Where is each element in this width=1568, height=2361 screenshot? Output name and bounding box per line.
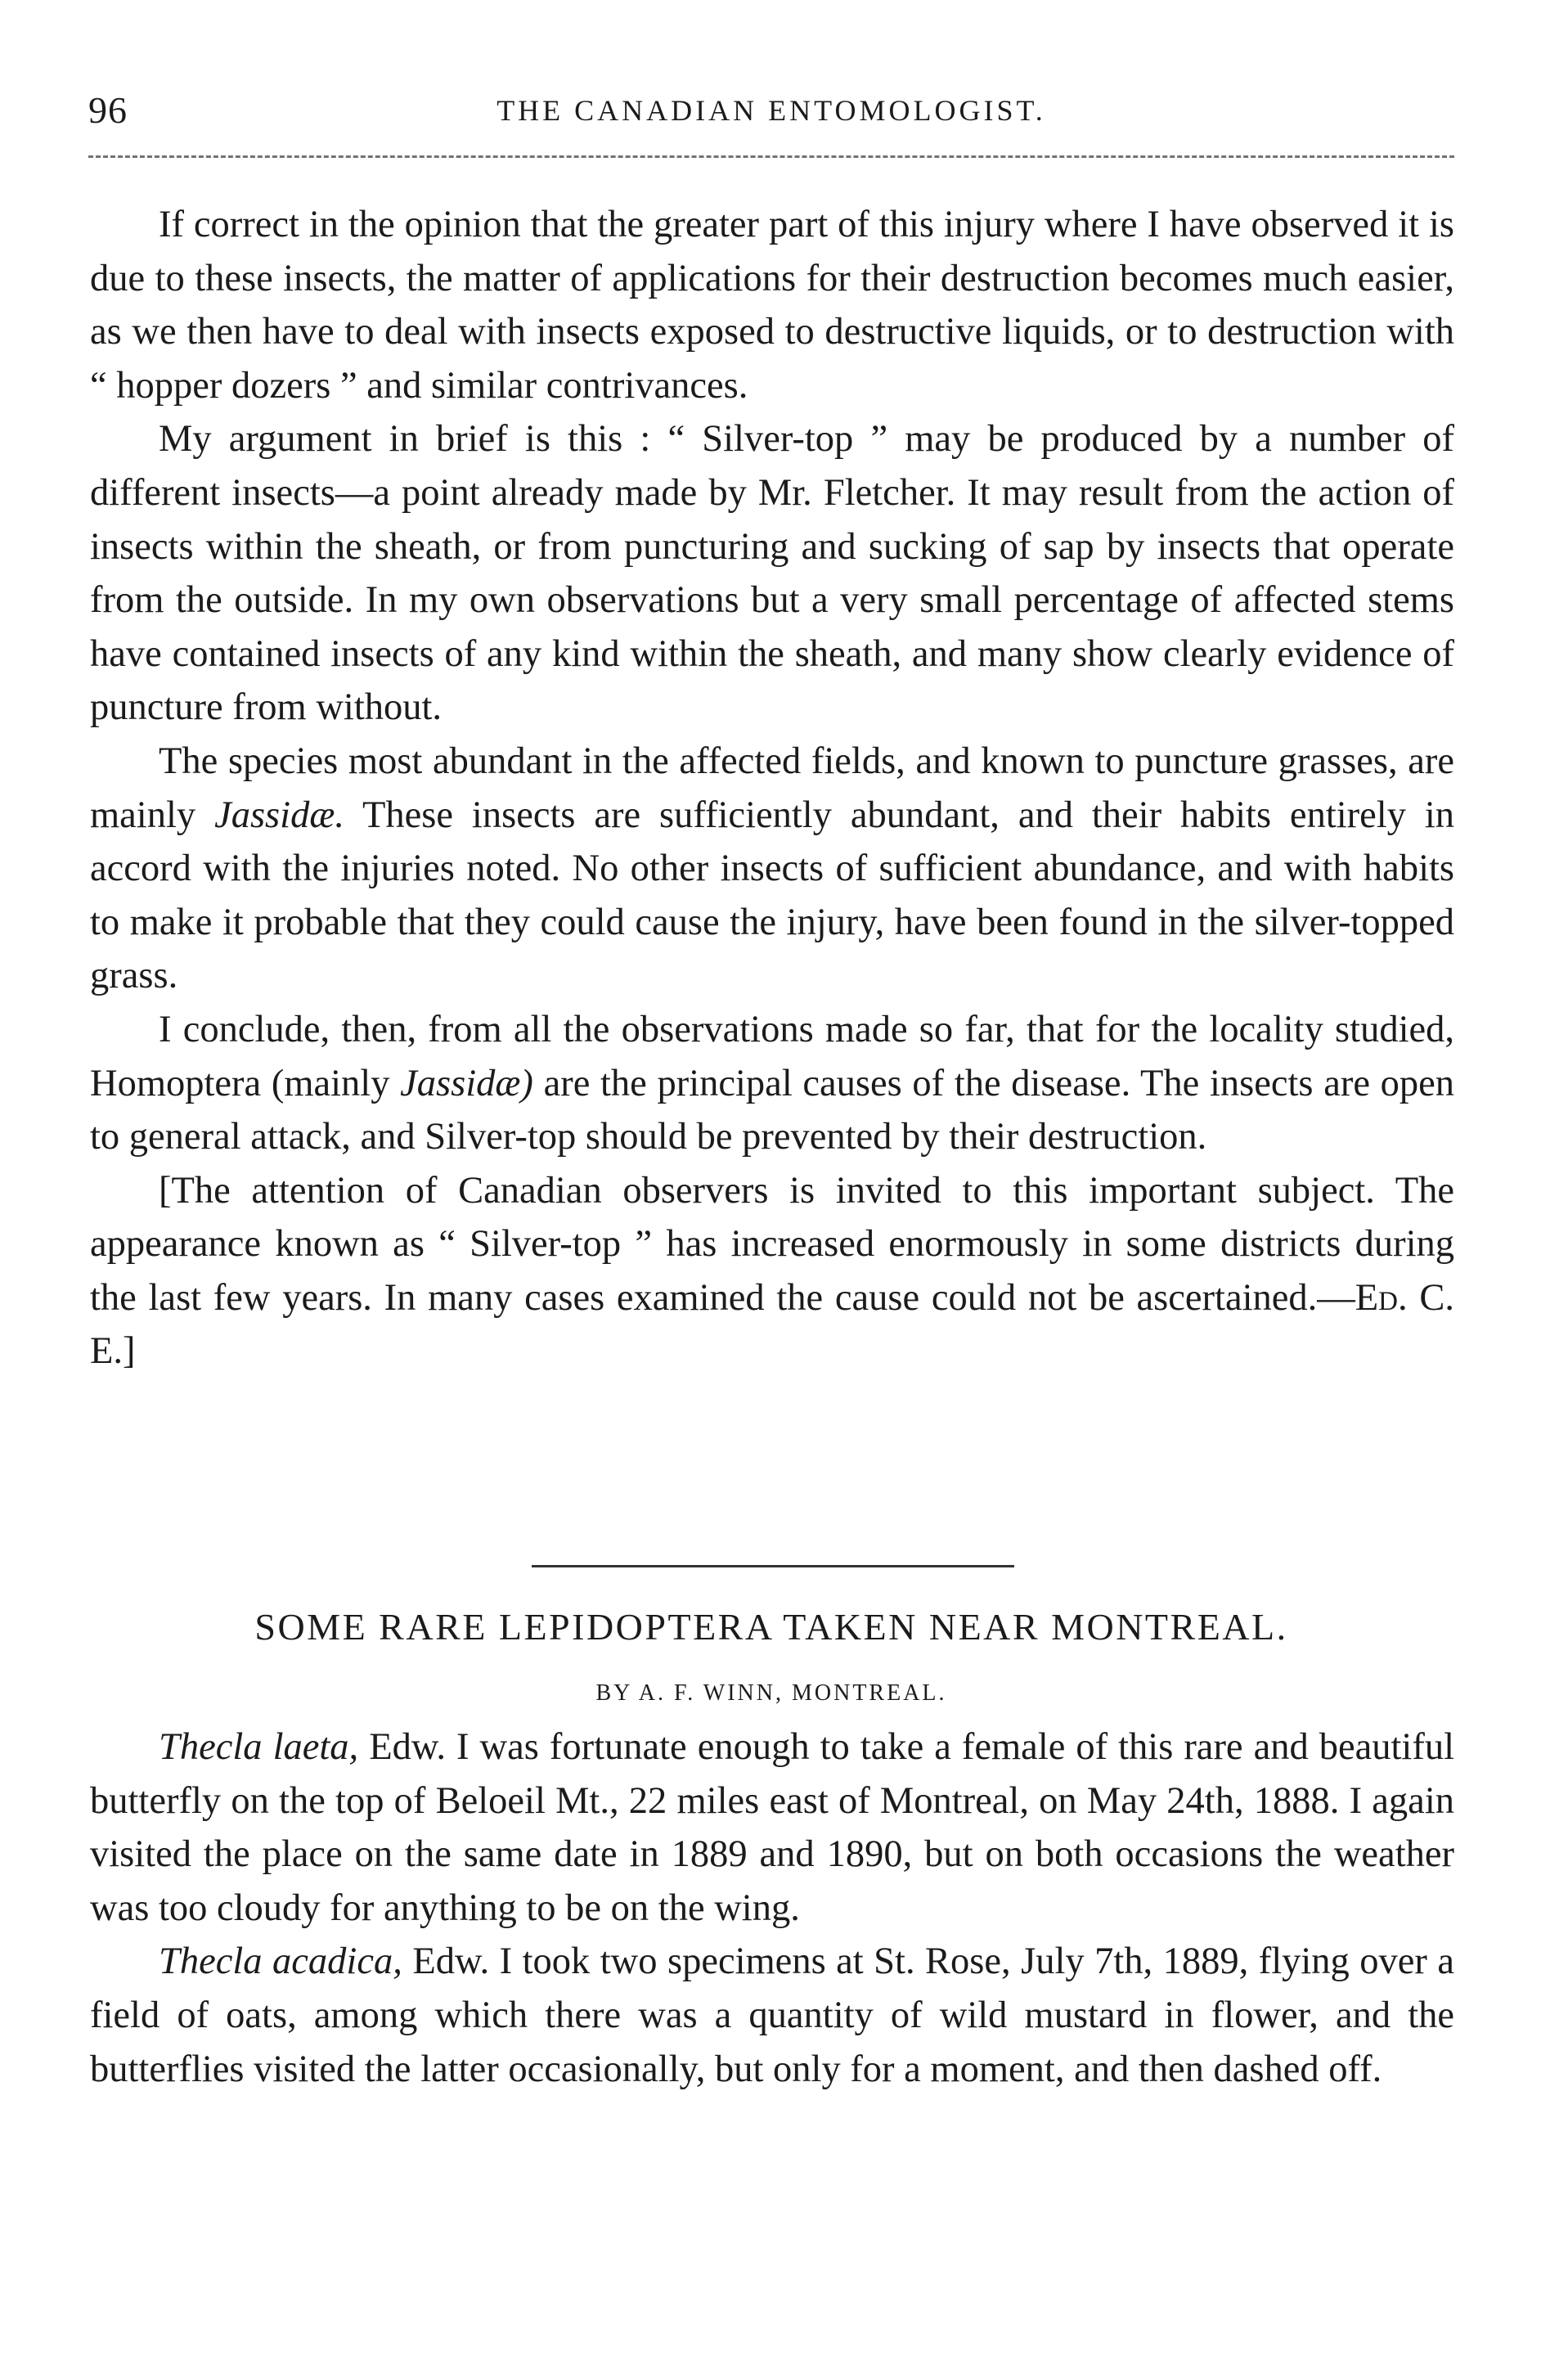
editor-note-text: [The attention of Canadian observers is invited to this important subject. The appearance known as “ Silver-top ” has increased enormously in some districts during the last few years. In many cases examined the cause could not be ascertained.—	[90, 1169, 1454, 1319]
species-name: Thecla acadica,	[159, 1941, 402, 1983]
paragraph-3-text-b: These insects are sufficiently abundant, and their habits entirely in accord with the injuries noted. No other insects of sufficient abundance, and with habits to make it probable that they could cause the injury, have been found in the silver-topped grass.	[90, 794, 1455, 997]
paragraph-4-text-b: are the principal causes of the disease. The insects are open to general attack, and Silver-top should be prevented by their destruction.	[90, 1062, 1455, 1158]
species-entry-2	[90, 1935, 1454, 2096]
editor-note-close: ]	[123, 1330, 136, 1373]
species-entry-text: Edw. I took two specimens at St. Rose, July 7th, 1889, flying over a field of oats, among which there was a quantity of wild mustard in flower, and the butterflies visited the latter occasionally, but only for a moment, and then dashed off.	[90, 1941, 1455, 2090]
editor-note	[90, 1164, 1454, 1378]
continued-article	[90, 198, 1454, 1378]
editor-signature: Ed. C. E.	[90, 1276, 1454, 1373]
taxon-jassidae: Jassidæ)	[400, 1062, 533, 1104]
running-head	[88, 88, 1454, 137]
paragraph-4-text-a: I conclude, then, from all the observations made so far, that for the locality studied, Homoptera (mainly	[90, 1008, 1454, 1104]
species-name: Thecla laeta,	[159, 1726, 359, 1768]
paragraph-3	[90, 735, 1454, 1003]
journal-title: THE CANADIAN ENTOMOLOGIST.	[496, 94, 1046, 127]
paragraph-1: If correct in the opinion that the greater part of this injury where I have observed it is due to these insects, the matter of applications for their destruction becomes much easier, as we then have to deal with insects exposed to destructive liquids, or to destruction with “ hopper dozers ” and similar contrivances.	[90, 204, 1454, 407]
header-rule	[88, 155, 1454, 158]
article-byline: BY A. F. WINN, MONTREAL.	[595, 1680, 947, 1706]
new-article-body	[90, 1720, 1454, 2096]
taxon-jassidae: Jassidæ.	[214, 794, 344, 836]
paragraph-3-text-a: The species most abundant in the affected fields, and known to puncture grasses, are mainly	[90, 740, 1454, 836]
section-divider	[532, 1565, 1014, 1567]
species-entry-1	[90, 1720, 1454, 1935]
paragraph-4	[90, 1003, 1454, 1164]
page-number: 96	[88, 89, 128, 131]
paragraph-2: My argument in brief is this : “ Silver-top ” may be produced by a number of different insects—a point already made by Mr. Fletcher. It may result from the action of insects within the sheath, or from puncturing and sucking of sap by insects that operate from the outside. In my own observations but a very small percentage of affected stems have contained insects of any kind within the sheath, and many show clearly evidence of puncture from without.	[90, 418, 1454, 729]
article-title: SOME RARE LEPIDOPTERA TAKEN NEAR MONTREAL.	[254, 1606, 1288, 1648]
species-entry-text: Edw. I was fortunate enough to take a female of this rare and beautiful butterfly on the top of Beloeil Mt., 22 miles east of Montreal, on May 24th, 1888. I again visited the place on the same date in 1889 and 1890, but on both occasions the weather was too cloudy for anything to be on the wing.	[90, 1726, 1454, 1929]
